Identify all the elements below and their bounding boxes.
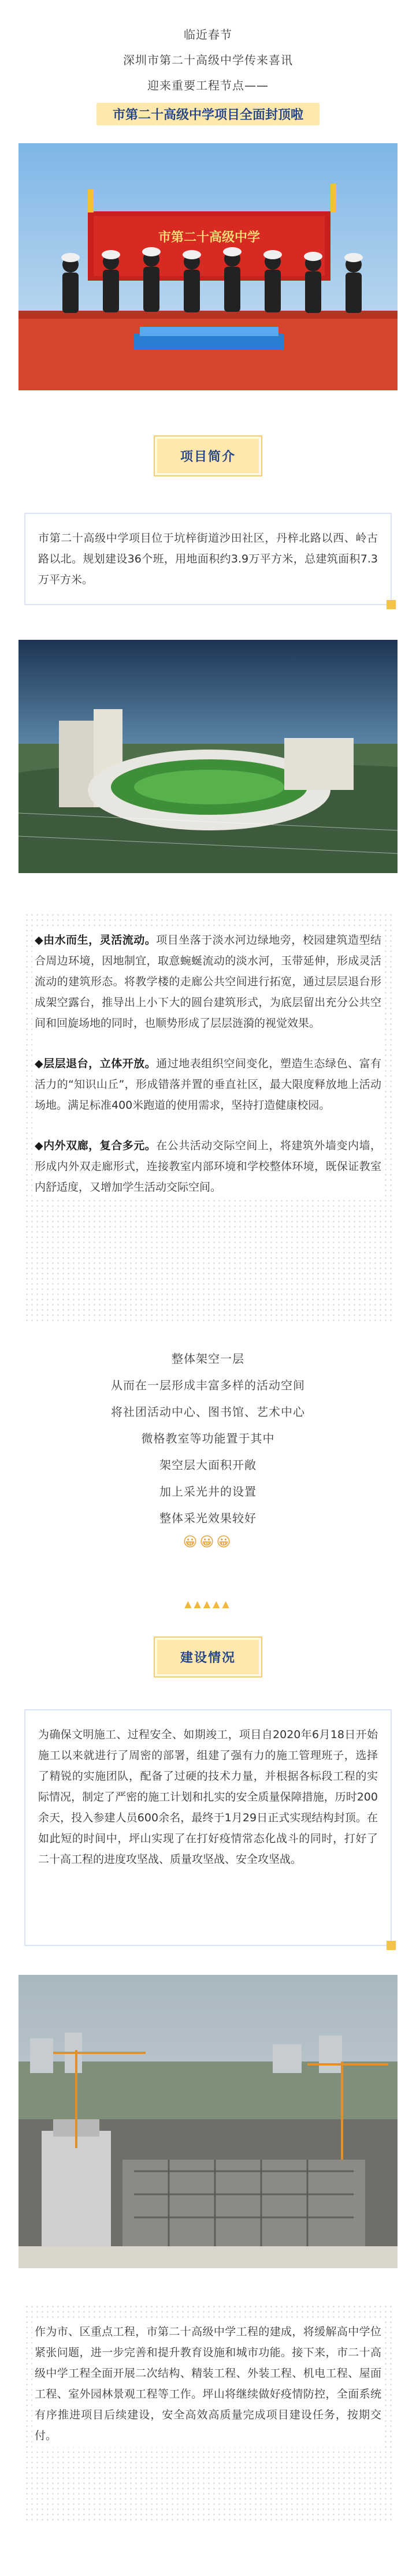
intro-section-title: 项目简介 — [157, 439, 259, 473]
build-text: 为确保文明施工、过程安全、如期竣工，项目自2020年6月18日开始施工以来就进行了周密的部署，组建了强有力的施工管理班子，选择了精锐的实施团队，配备了过硬的技术力量，并根据各标段工程的实际情况，制定了严密的施工计划和扎实的安全质量保障措施，历时200余天，投入参建人员600余名，最终于1月29日正式实现结构封顶。在如此短的时间中，坪山实现了在打好疫情常态化战斗的同时，打好了二十高工程的进度攻坚战、质量攻坚战、安全攻坚战。 — [38, 1728, 378, 1866]
construction-site-photo — [18, 1975, 398, 2268]
space-line-3: 将社团活动中心、图书馆、艺术中心 — [111, 1405, 305, 1419]
box-corner-accent — [387, 600, 396, 609]
build-box — [24, 1709, 392, 1946]
article-header — [0, 0, 416, 125]
design-features — [32, 929, 384, 1199]
intro-section-title-wrap — [0, 439, 416, 473]
triangle-divider: ▲▲▲▲▲ — [184, 1598, 232, 1609]
space-line-1: 整体架空一层 — [172, 1352, 244, 1366]
intro-box — [24, 513, 392, 605]
build-section-title: 建设情况 — [157, 1640, 259, 1674]
design-paragraph-2 — [35, 1053, 381, 1116]
closing-text: 作为市、区重点工程，市第二十高级中学工程的建成，将缓解高中学位紧张问题，进一步完善和提升教育设施和城市功能。接下来，市二十高级中学工程全面开展二次结构、精装工程、外装工程、机电工程、屋面工程、室外园林景观工程等工作。坪山将继续做好疫情防控，全面系统有序推进项目后续建设，安全高效高质量完成项目建设任务，按期交付。 — [32, 2320, 384, 2447]
design-lead-1: ◆由水而生，灵活流动。 — [35, 934, 157, 946]
design-text-3: 在公共活动交际空间上，将建筑外墙变内墙，形成内外双走廊形式，连接教室内部环境和学校整体环境，既保证教室内舒适度，又增加学生活动交际空间。 — [35, 1139, 381, 1194]
design-lead-3: ◆内外双廊，复合多元。 — [35, 1139, 157, 1152]
space-line-4: 微格教室等功能置于其中 — [141, 1431, 275, 1445]
construction-site-image — [18, 1975, 398, 2268]
header-line-3: 迎来重要工程节点—— — [147, 79, 269, 92]
space-line-6: 加上采光井的设置 — [159, 1485, 257, 1498]
campus-rendering-photo — [18, 640, 398, 873]
header-line-2: 深圳市第二十高级中学传来喜讯 — [123, 53, 293, 67]
intro-text: 市第二十高级中学项目位于坑梓街道沙田社区，丹梓北路以西、岭古路以北。规划建设36个班，用地面积约3.9万平方米，总建筑面积7.3万平方米。 — [38, 532, 378, 586]
ceremony-photo-image — [18, 143, 398, 390]
design-text-2: 通过地表组织空间变化，塑造生态绿色、富有活力的“知识山丘”，形成错落并置的垂直社区，最大限度释放地上活动场地。满足标准400米跑道的使用需求，坚持打造健康校园。 — [35, 1057, 381, 1112]
design-text-1: 项目坐落于淡水河边绿地旁，校园建筑造型结合周边环境，因地制宜，取意蜿蜒流动的淡水河，玉带延伸，形成灵活流动的建筑形态。将教学楼的走廊公共空间进行拓宽，通过层层退台形成架空露台，推导出上小下大的圆台建筑形式，为底层留出充分公共空间和回旋场地的同时，也顺势形成了层层涟漪的视觉效果。 — [35, 934, 381, 1030]
design-features-frame — [24, 912, 392, 1322]
campus-rendering-image — [18, 640, 398, 873]
headline-banner: 市第二十高级中学项目全面封顶啦 — [96, 103, 320, 125]
space-line-2: 从而在一层形成丰富多样的活动空间 — [111, 1378, 305, 1392]
box-corner-accent — [387, 1941, 396, 1950]
ceremony-photo — [18, 143, 398, 390]
ceremony-banner-text: 市第二十高级中学 — [158, 230, 261, 245]
design-lead-2: ◆层层退台，立体开放。 — [35, 1057, 157, 1070]
design-paragraph-1 — [35, 930, 381, 1034]
build-section-title-wrap — [0, 1640, 416, 1674]
smile-emoji-row: 😀😀😀 — [183, 1534, 233, 1550]
space-description — [0, 1345, 416, 1552]
closing-frame — [24, 2304, 392, 2523]
space-line-7: 整体采光效果较好 — [159, 1511, 257, 1525]
space-line-5: 架空层大面积开敞 — [159, 1458, 257, 1472]
header-line-1: 临近春节 — [184, 28, 232, 42]
design-paragraph-3 — [35, 1135, 381, 1198]
